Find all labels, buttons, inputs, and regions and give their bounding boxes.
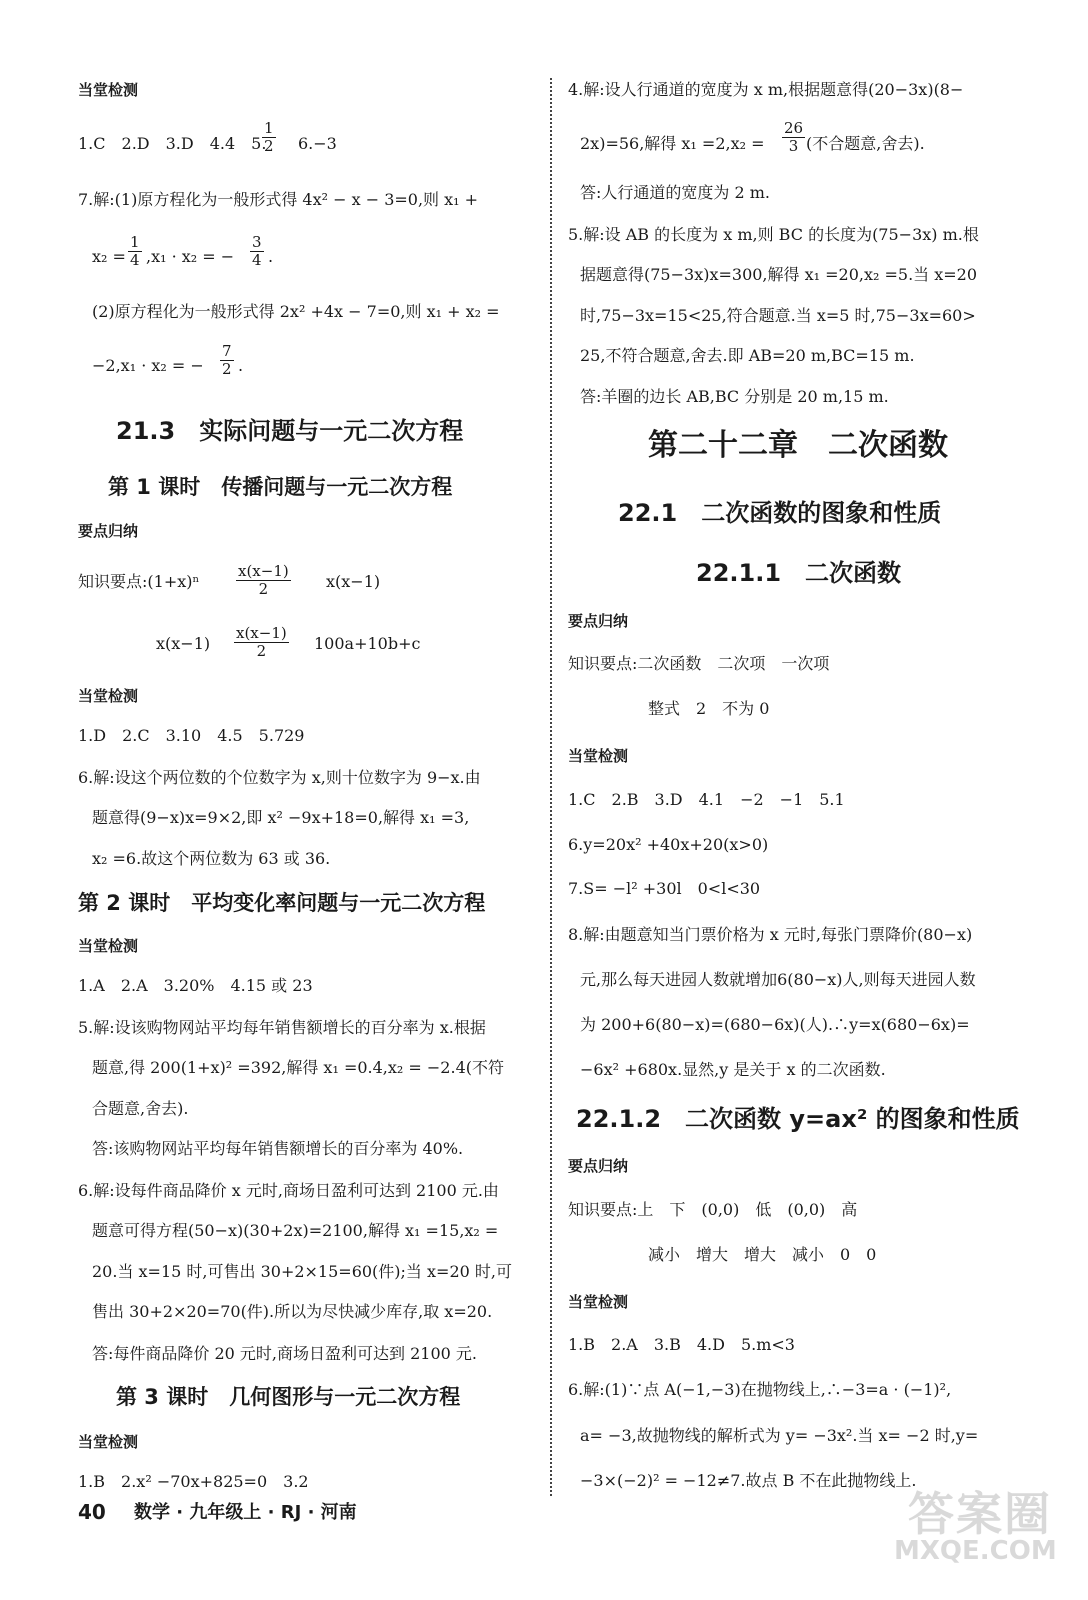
fraction: $\frac{7}{2}$: [222, 342, 232, 378]
answer-line: 7.S= −l² +30l 0<l<30: [568, 879, 761, 898]
solution-line: 答:每件商品降价 20 元时,商场日盈利可达到 2100 元.: [92, 1344, 477, 1363]
solution-line: 题意可得方程(50−x)(30+2x)=2100,解得 x₁ =15,x₂ =: [92, 1221, 499, 1240]
section-title: 21.3 实际问题与一元二次方程: [116, 417, 464, 445]
fraction: $\frac{x(x-1)}{2}$: [236, 624, 287, 660]
knowledge-line: 知识要点:(1+x)ⁿ: [78, 572, 200, 591]
subsection-title: 22.1.2 二次函数 y=ax² 的图象和性质: [576, 1105, 1020, 1133]
solution-line: .: [268, 247, 274, 266]
subsection-title: 22.1.1 二次函数: [696, 559, 902, 587]
watermark: [890, 1478, 1070, 1588]
solution-line: 答:该购物网站平均每年销售额增长的百分率为 40%.: [92, 1139, 464, 1158]
solution-line: x₂ =6.故这个两位数为 63 或 36.: [92, 849, 331, 868]
knowledge-line: 整式 2 不为 0: [648, 699, 770, 718]
section-heading: 当堂检测: [78, 937, 139, 955]
solution-line: 6.解:(1)∵点 A(−1,−3)在抛物线上,∴−3=a · (−1)²,: [568, 1380, 952, 1399]
section-heading: 要点归纳: [568, 612, 629, 630]
section-heading: 当堂检测: [78, 687, 139, 705]
knowledge-line: 知识要点:二次函数 二次项 一次项: [568, 654, 830, 673]
solution-line: 据题意得(75−3x)x=300,解得 x₁ =20,x₂ =5.当 x=20: [580, 265, 978, 284]
footer-subject: 数学 · 九年级上 · RJ · 河南: [134, 1502, 357, 1523]
knowledge-line: 知识要点:上 下 (0,0) 低 (0,0) 高: [568, 1200, 858, 1219]
solution-line: 为 200+6(80−x)=(680−6x)(人).∴y=x(680−6x)=: [580, 1015, 970, 1034]
solution-line: 6.解:设每件商品降价 x 元时,商场日盈利可达到 2100 元.由: [78, 1181, 499, 1200]
solution-line: 答:羊圈的边长 AB,BC 分别是 20 m,15 m.: [580, 387, 889, 406]
answer-line: 1.D 2.C 3.10 4.5 5.729: [78, 726, 305, 745]
section-heading: 要点归纳: [78, 522, 139, 540]
solution-line: (不合题意,舍去).: [806, 134, 925, 153]
answer-line: 6.y=20x² +40x+20(x>0): [568, 835, 769, 854]
section-heading: 当堂检测: [568, 747, 629, 765]
column-divider: [550, 78, 552, 1496]
solution-line: −6x² +680x.显然,y 是关于 x 的二次函数.: [580, 1060, 886, 1079]
fraction: $\frac{26}{3}$: [784, 119, 804, 155]
section-heading: 当堂检测: [568, 1293, 629, 1311]
lesson-title: 第 2 课时 平均变化率问题与一元二次方程: [78, 891, 486, 915]
lesson-title: 第 1 课时 传播问题与一元二次方程: [108, 475, 453, 499]
solution-line: a= −3,故抛物线的解析式为 y= −3x².当 x= −2 时,y=: [580, 1426, 979, 1445]
solution-line: 售出 30+2×20=70(件).所以为尽快减少库存,取 x=20.: [92, 1302, 493, 1321]
solution-line: ,x₁ · x₂ = −: [146, 247, 235, 266]
solution-line: 5.解:设该购物网站平均每年销售额增长的百分率为 x.根据: [78, 1018, 486, 1037]
watermark-logo: 答案圈: [908, 1487, 1052, 1541]
knowledge-line: x(x−1): [156, 634, 211, 653]
solution-line: (2)原方程化为一般形式得 2x² +4x − 7=0,则 x₁ + x₂ =: [92, 302, 500, 321]
answer-line: 1.C 2.D 3.D 4.4 5.: [78, 134, 267, 153]
answer-line: 1.B 2.x² −70x+825=0 3.2: [78, 1472, 309, 1491]
solution-line: 25,不符合题意,舍去.即 AB=20 m,BC=15 m.: [580, 346, 915, 365]
solution-line: 时,75−3x=15<25,符合题意.当 x=5 时,75−3x=60>: [580, 306, 976, 325]
answer-line: 1.B 2.A 3.B 4.D 5.m<3: [568, 1335, 795, 1354]
fraction: $\frac{3}{4}$: [252, 233, 262, 269]
solution-line: 7.解:(1)原方程化为一般形式得 4x² − x − 3=0,则 x₁ +: [78, 190, 479, 209]
solution-line: 元,那么每天进园人数就增加6(80−x)人,则每天进园人数: [580, 970, 976, 989]
answer-line: 6.−3: [298, 134, 337, 153]
solution-line: .: [238, 356, 244, 375]
solution-line: 6.解:设这个两位数的个位数字为 x,则十位数字为 9−x.由: [78, 768, 481, 787]
knowledge-line: 100a+10b+c: [314, 634, 421, 653]
knowledge-line: x(x−1): [326, 572, 381, 591]
solution-line: −2,x₁ · x₂ = −: [92, 356, 204, 375]
watermark-url: MXQE.COM: [894, 1536, 1057, 1566]
section-heading: 要点归纳: [568, 1157, 629, 1175]
fraction: $\frac{x(x-1)}{2}$: [238, 562, 289, 598]
page-number: 40: [78, 1500, 106, 1524]
fraction: $\frac{1}{2}$: [264, 119, 274, 155]
section-title: 22.1 二次函数的图象和性质: [618, 499, 942, 527]
solution-line: 20.当 x=15 时,可售出 30+2×15=60(件);当 x=20 时,可: [92, 1262, 512, 1281]
solution-line: 题意,得 200(1+x)² =392,解得 x₁ =0.4,x₂ = −2.4(不符: [92, 1058, 504, 1077]
section-heading: 当堂检测: [78, 1433, 139, 1451]
section-heading: 当堂检测: [78, 81, 139, 99]
solution-line: −3×(−2)² = −12≠7.故点 B 不在此抛物线上.: [580, 1471, 917, 1490]
solution-line: x₂ =: [92, 247, 126, 266]
solution-line: 答:人行通道的宽度为 2 m.: [580, 183, 771, 202]
solution-line: 4.解:设人行通道的宽度为 x m,根据题意得(20−3x)(8−: [568, 80, 964, 99]
solution-line: 5.解:设 AB 的长度为 x m,则 BC 的长度为(75−3x) m.根: [568, 225, 979, 244]
solution-line: 合题意,舍去).: [92, 1099, 189, 1118]
lesson-title: 第 3 课时 几何图形与一元二次方程: [116, 1385, 461, 1409]
knowledge-line: 减小 增大 增大 减小 0 0: [648, 1245, 877, 1264]
fraction: $\frac{1}{4}$: [130, 233, 140, 269]
solution-line: 8.解:由题意知当门票价格为 x 元时,每张门票降价(80−x): [568, 925, 973, 944]
solution-line: 2x)=56,解得 x₁ =2,x₂ =: [580, 134, 765, 153]
answer-line: 1.A 2.A 3.20% 4.15 或 23: [78, 976, 313, 995]
solution-line: 题意得(9−x)x=9×2,即 x² −9x+18=0,解得 x₁ =3,: [92, 808, 470, 827]
answer-line: 1.C 2.B 3.D 4.1 −2 −1 5.1: [568, 790, 845, 809]
chapter-title: 第二十二章 二次函数: [648, 428, 948, 463]
